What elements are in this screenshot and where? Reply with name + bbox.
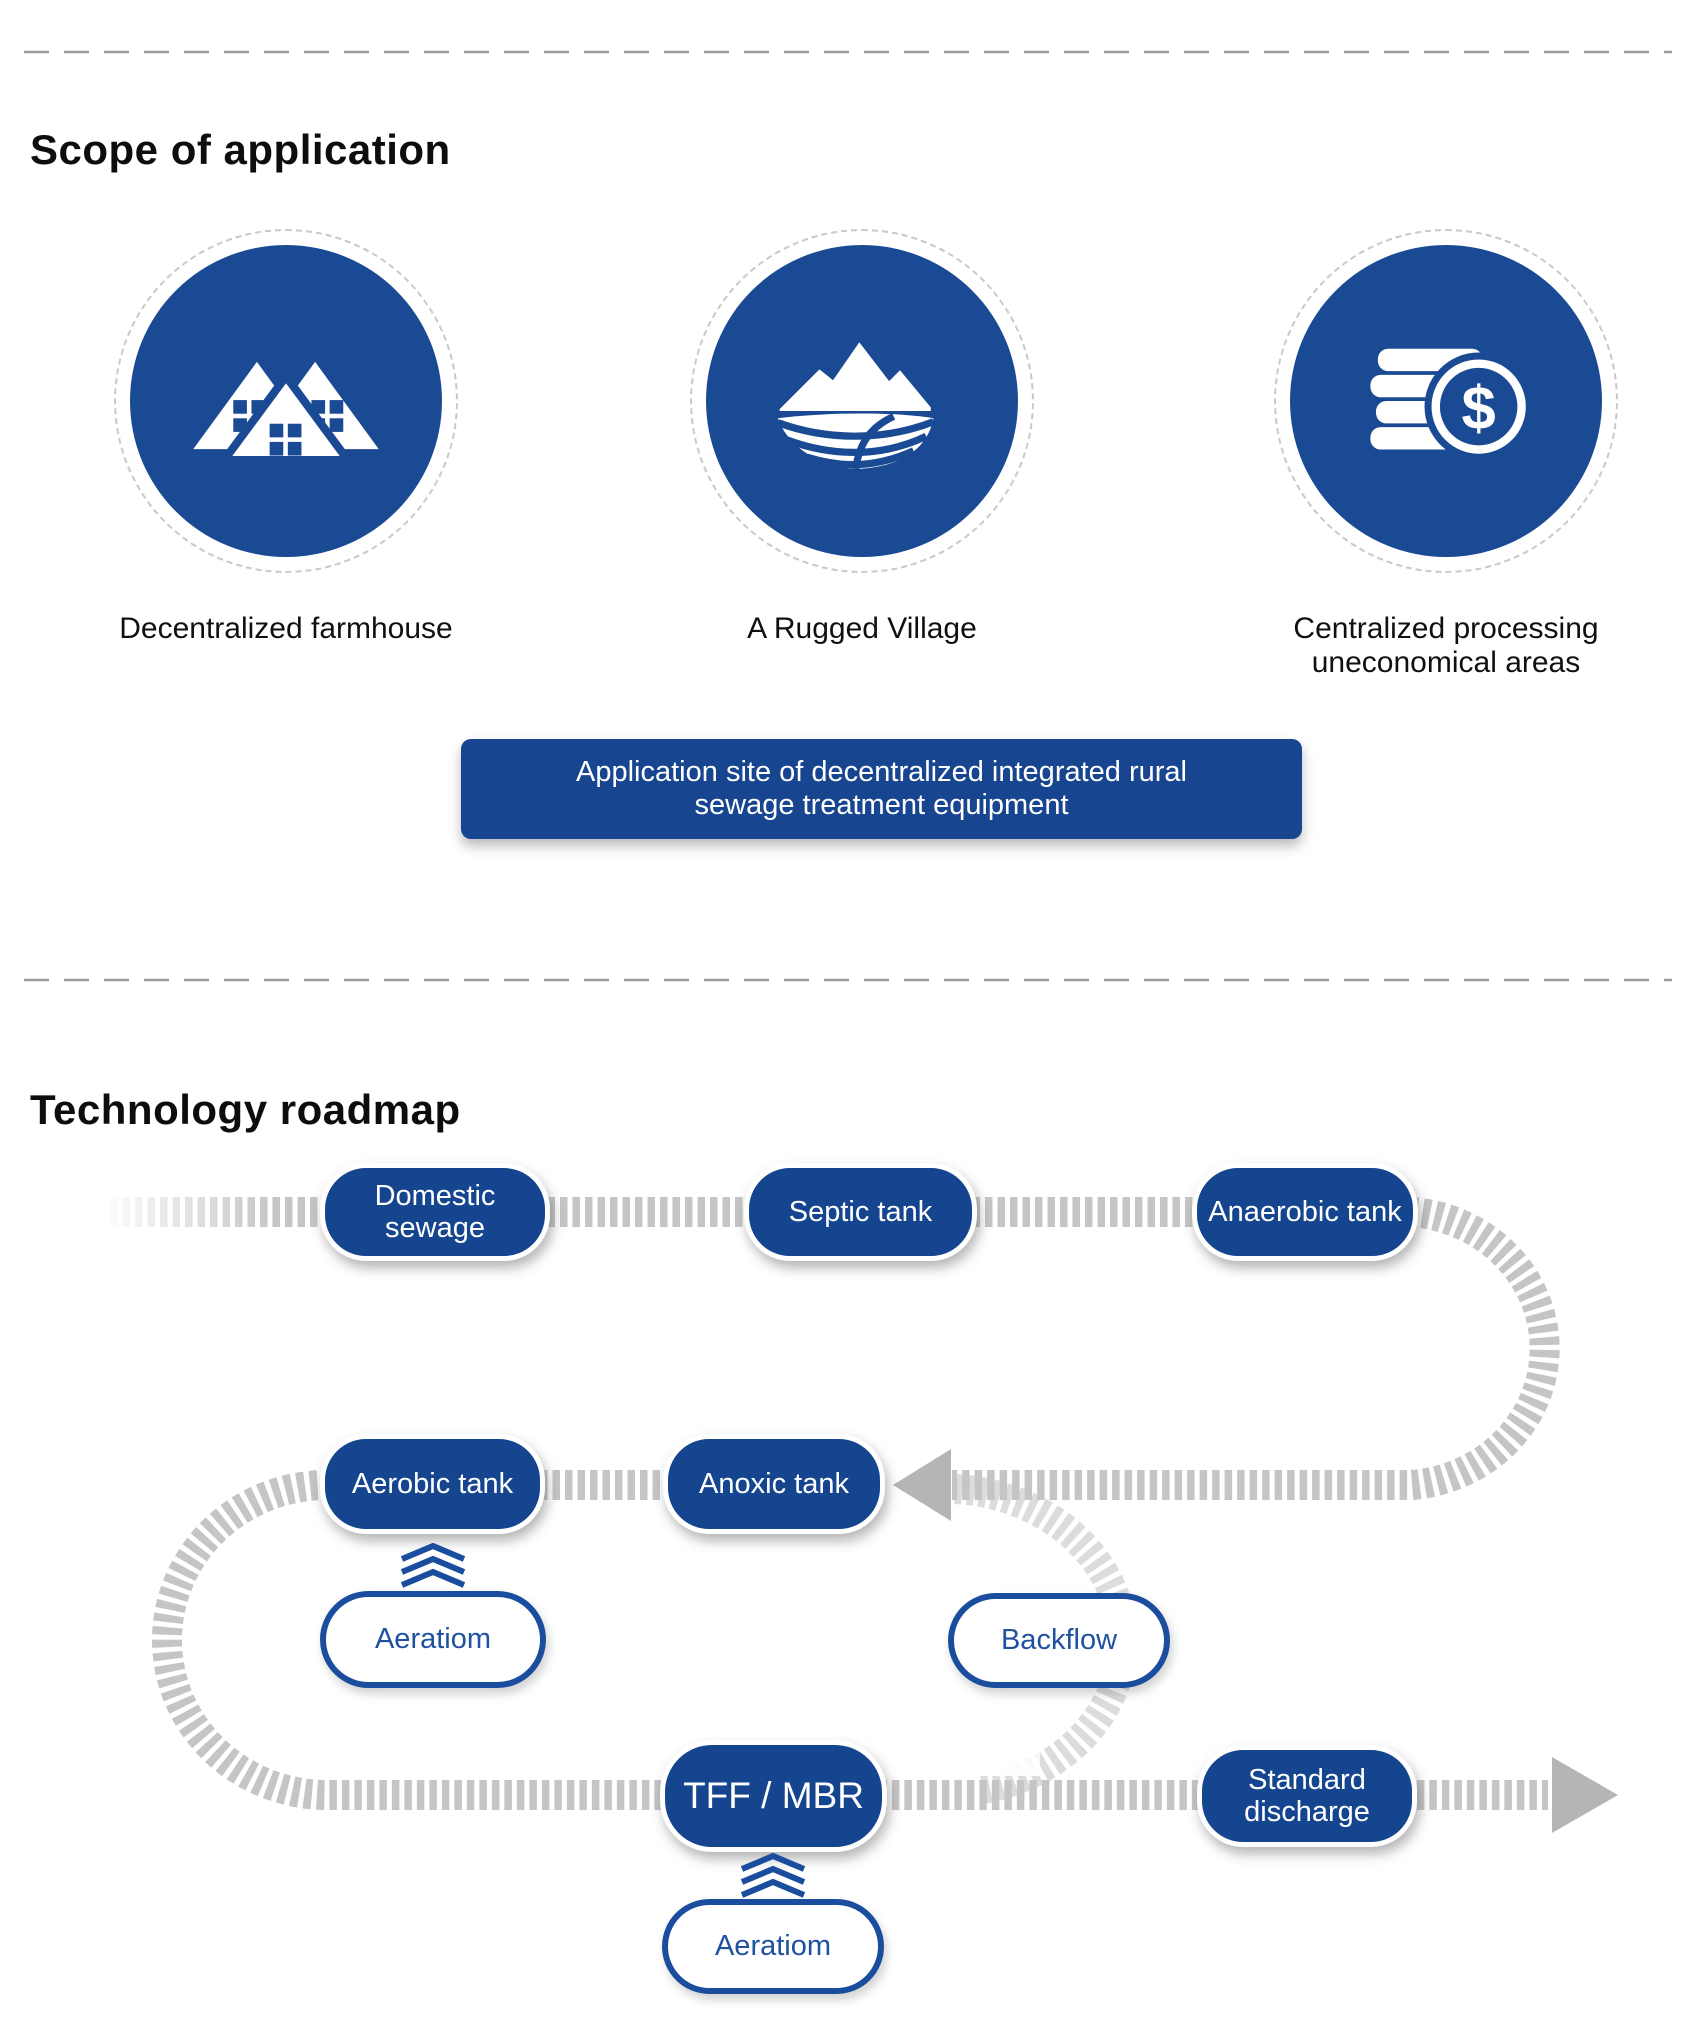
- node-backflow: [948, 1593, 1170, 1688]
- scope-section-title: Scope of application: [30, 126, 451, 174]
- village-icon: [767, 322, 957, 480]
- node-label: Aerobic tank: [351, 1468, 514, 1500]
- node-aeration-tff: [662, 1899, 884, 1994]
- node-aerobic-tank: [320, 1434, 545, 1534]
- node-label: Backflow: [1000, 1624, 1118, 1656]
- farmhouse-icon: [186, 332, 386, 470]
- farmhouse-circle: [130, 245, 442, 557]
- roadmap-section-title: Technology roadmap: [30, 1086, 461, 1134]
- coins-dollar-icon: [1348, 326, 1544, 476]
- node-label: Standard discharge: [1244, 1764, 1370, 1828]
- node-septic-tank: [744, 1163, 977, 1261]
- node-anoxic-tank: [663, 1434, 885, 1534]
- track-start-fade: [100, 1193, 275, 1231]
- scope-item-coins: [1274, 229, 1618, 573]
- node-domestic-sewage: [320, 1163, 550, 1261]
- node-label: Domestic sewage: [374, 1180, 496, 1244]
- node-tff-mbr: [660, 1740, 887, 1852]
- scope-label-coins: Centralized processing uneconomical areas: [1293, 612, 1599, 679]
- scope-label-village: A Rugged Village: [747, 612, 977, 645]
- arrowhead-left-into-anoxic: [893, 1449, 951, 1521]
- backflow-arc-fade: [930, 1690, 1040, 1776]
- node-label: Anoxic tank: [699, 1468, 849, 1500]
- banner-text: Application site of decentralized integrated rural sewage treatment equipment: [576, 756, 1187, 821]
- arrowhead-right-discharge: [1552, 1757, 1618, 1833]
- node-label: Septic tank: [788, 1196, 933, 1228]
- aeration-chevrons-tff: [737, 1853, 809, 1899]
- node-anaerobic-tank: [1192, 1163, 1418, 1261]
- node-aeration-aerobic: [320, 1591, 546, 1688]
- dollar-sign: $: [1461, 374, 1496, 443]
- node-standard-discharge: [1197, 1745, 1417, 1847]
- node-label: TFF / MBR: [683, 1775, 864, 1816]
- coins-circle: [1290, 245, 1602, 557]
- scope-item-village: [690, 229, 1034, 573]
- application-site-banner: [461, 739, 1302, 839]
- village-circle: [706, 245, 1018, 557]
- scope-label-farmhouse: Decentralized farmhouse: [119, 612, 453, 645]
- aeration-chevrons-aerobic: [397, 1543, 469, 1589]
- node-label: Anaerobic tank: [1208, 1196, 1402, 1228]
- node-label: Aeratiom: [374, 1623, 492, 1655]
- node-label: Aeratiom: [714, 1930, 832, 1962]
- scope-item-farmhouse: [114, 229, 458, 573]
